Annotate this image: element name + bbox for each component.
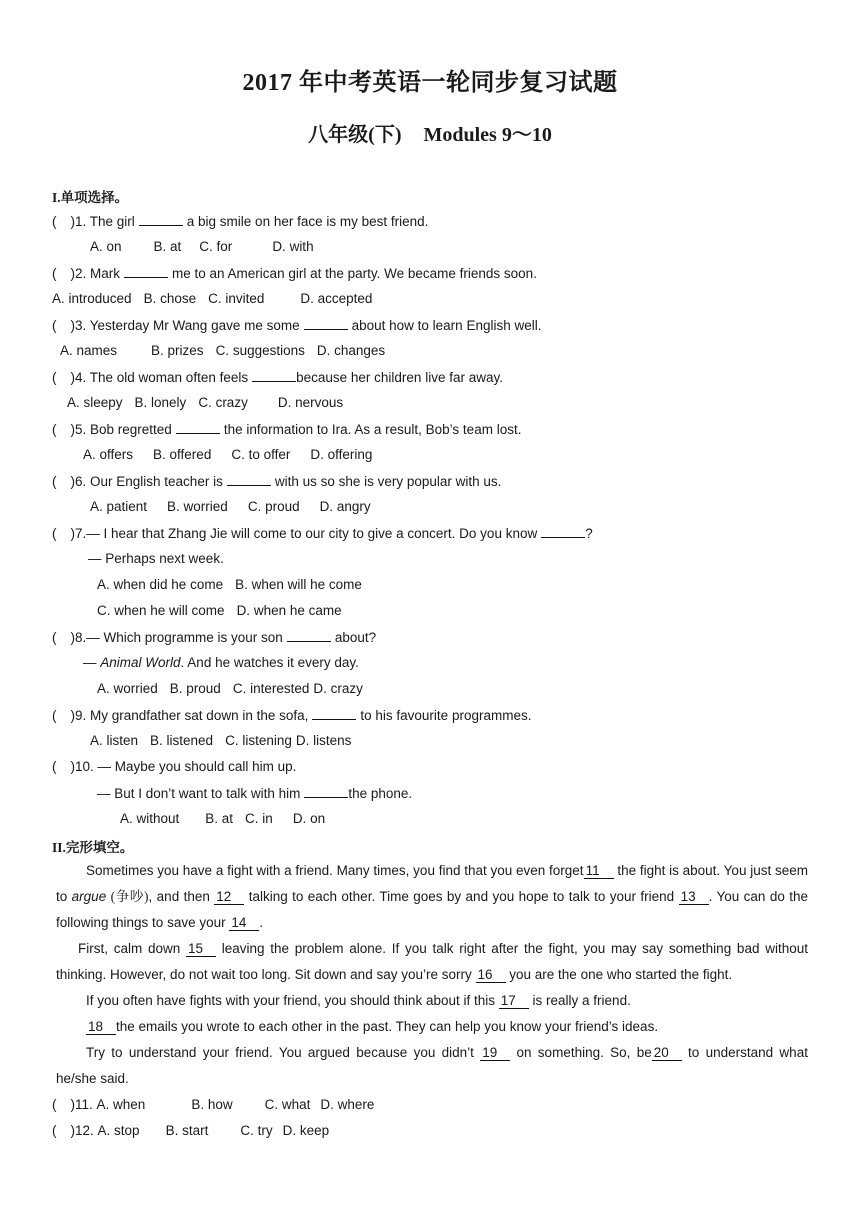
question-text: to his favourite programmes. bbox=[360, 708, 532, 723]
reply-text: the phone. bbox=[348, 786, 413, 801]
cloze-paragraph-1 bbox=[56, 858, 808, 936]
question-text: me to an American girl at the party. We became friends soon. bbox=[172, 266, 537, 281]
page-subtitle bbox=[0, 118, 860, 147]
option[interactable]: A. listen bbox=[90, 733, 139, 748]
answer-paren: ( bbox=[52, 630, 57, 645]
answer-paren: ( bbox=[52, 370, 57, 385]
cloze-text: First, calm down bbox=[78, 941, 181, 956]
question-6 bbox=[52, 472, 501, 491]
question-text: about? bbox=[334, 630, 377, 645]
option[interactable]: B. chose bbox=[143, 291, 197, 306]
answer-blank[interactable] bbox=[139, 212, 183, 226]
question-10 bbox=[52, 758, 296, 776]
question-2-options bbox=[52, 290, 384, 308]
question-text: )2. Mark bbox=[70, 266, 121, 281]
option[interactable]: D. with bbox=[272, 239, 314, 254]
question-1 bbox=[52, 212, 428, 231]
option[interactable]: B. at bbox=[205, 811, 234, 826]
option[interactable]: D. offering bbox=[310, 447, 373, 462]
option[interactable]: B. lonely bbox=[134, 395, 187, 410]
option[interactable]: A. stop bbox=[97, 1123, 140, 1138]
dash: — bbox=[83, 655, 97, 670]
cloze-text: Try to understand your friend. You argued because you didn’t bbox=[86, 1045, 474, 1060]
cloze-blank-20[interactable]: 20 bbox=[652, 1045, 682, 1061]
question-text: )5. Bob regretted bbox=[70, 422, 172, 437]
question-1-options bbox=[90, 238, 326, 256]
option[interactable]: C. interested bbox=[232, 681, 310, 696]
section-1-heading: I.单项选择。 bbox=[52, 190, 129, 205]
option[interactable]: C. for bbox=[199, 239, 233, 254]
section-2-heading: II.完形填空。 bbox=[52, 840, 134, 855]
cloze-blank-12[interactable]: 12 bbox=[214, 889, 244, 905]
question-text: about how to learn English well. bbox=[351, 318, 542, 333]
answer-paren: ( bbox=[52, 474, 57, 489]
question-number: )12. bbox=[70, 1123, 94, 1138]
cloze-text: you are the one who started the fight. bbox=[509, 967, 733, 982]
option[interactable]: C. when he will come bbox=[97, 603, 225, 618]
option[interactable]: C. listening bbox=[225, 733, 292, 748]
option[interactable]: D. keep bbox=[282, 1123, 330, 1138]
cloze-blank-13[interactable]: 13 bbox=[679, 889, 709, 905]
question-8-reply bbox=[83, 654, 359, 672]
question-text: )8.— Which programme is your son bbox=[70, 630, 283, 645]
reply-text: — But I don’t want to talk with him bbox=[97, 786, 301, 801]
option[interactable]: A. sleepy bbox=[67, 395, 123, 410]
option[interactable]: C. what bbox=[264, 1097, 311, 1112]
option[interactable]: C. crazy bbox=[198, 395, 248, 410]
question-text: because her children live far away. bbox=[296, 370, 503, 385]
option[interactable]: B. listened bbox=[150, 733, 214, 748]
cloze-text: the fight is about. You just seem to bbox=[56, 863, 808, 904]
cloze-blank-14[interactable]: 14 bbox=[229, 915, 259, 931]
cloze-paragraph-3 bbox=[56, 988, 808, 1014]
option[interactable]: A. without bbox=[120, 811, 180, 826]
option[interactable]: C. invited bbox=[208, 291, 265, 306]
option[interactable]: D. changes bbox=[316, 343, 386, 358]
cloze-text: , and then bbox=[148, 889, 210, 904]
cloze-gloss: (争吵) bbox=[110, 889, 149, 904]
question-2 bbox=[52, 264, 537, 283]
cloze-keyword: argue bbox=[71, 889, 107, 904]
option[interactable]: D. on bbox=[292, 811, 326, 826]
question-4-options bbox=[67, 394, 355, 412]
answer-blank[interactable] bbox=[287, 628, 331, 642]
answer-blank[interactable] bbox=[124, 264, 168, 278]
answer-paren: ( bbox=[52, 526, 57, 541]
option[interactable]: A. names bbox=[60, 343, 118, 358]
cloze-text: . bbox=[259, 915, 264, 930]
option[interactable]: A. introduced bbox=[52, 291, 132, 306]
subtitle-grade: 八年级(下) bbox=[308, 124, 402, 146]
answer-blank[interactable] bbox=[227, 472, 271, 486]
option[interactable]: B. worried bbox=[167, 499, 228, 514]
question-text: )6. Our English teacher is bbox=[70, 474, 223, 489]
question-text: the information to Ira. As a result, Bob’s team lost. bbox=[223, 422, 522, 437]
question-7-options-a bbox=[97, 576, 374, 594]
option[interactable]: A. when did he come bbox=[97, 577, 224, 592]
question-10-reply bbox=[97, 784, 412, 803]
option[interactable]: D. when he came bbox=[236, 603, 342, 618]
cloze-blank-17[interactable]: 17 bbox=[499, 993, 529, 1009]
option[interactable]: A. on bbox=[90, 239, 122, 254]
answer-blank[interactable] bbox=[312, 706, 356, 720]
option[interactable]: C. proud bbox=[247, 499, 300, 514]
option[interactable]: A. offers bbox=[83, 447, 134, 462]
option[interactable]: D. angry bbox=[319, 499, 371, 514]
cloze-text: . You can do the following things to save your bbox=[56, 889, 808, 930]
answer-blank[interactable] bbox=[541, 524, 585, 538]
cloze-blank-19[interactable]: 19 bbox=[480, 1045, 510, 1061]
cloze-text: the emails you wrote to each other in the past. They can help you know your friend’s ideas. bbox=[116, 1019, 659, 1034]
question-6-options bbox=[90, 498, 383, 516]
answer-paren: ( bbox=[52, 759, 57, 774]
question-text: )9. My grandfather sat down in the sofa, bbox=[70, 708, 309, 723]
question-text: with us so she is very popular with us. bbox=[274, 474, 502, 489]
cloze-text: to understand what he/she said. bbox=[56, 1045, 808, 1086]
question-3-options bbox=[60, 342, 397, 360]
option[interactable]: D. listens bbox=[295, 733, 352, 748]
question-5 bbox=[52, 420, 521, 439]
question-4 bbox=[52, 368, 503, 387]
question-9 bbox=[52, 706, 531, 725]
option[interactable]: D. nervous bbox=[277, 395, 344, 410]
cloze-blank-15[interactable]: 15 bbox=[186, 941, 216, 957]
question-5-options bbox=[83, 446, 384, 464]
cloze-paragraph-2 bbox=[56, 936, 808, 988]
answer-paren: ( bbox=[52, 1123, 57, 1138]
question-9-options bbox=[90, 732, 363, 750]
answer-paren: ( bbox=[52, 266, 57, 281]
answer-blank[interactable] bbox=[304, 316, 348, 330]
question-3 bbox=[52, 316, 541, 335]
question-number: )11. bbox=[70, 1097, 93, 1112]
cloze-text: on something. So, be bbox=[516, 1045, 652, 1060]
option[interactable]: D. where bbox=[320, 1097, 375, 1112]
cloze-text: talking to each other. Time goes by and you hope to talk to your friend bbox=[248, 889, 675, 904]
option[interactable]: A. patient bbox=[90, 499, 148, 514]
option[interactable]: C. suggestions bbox=[215, 343, 305, 358]
option[interactable]: B. offered bbox=[153, 447, 212, 462]
option[interactable]: C. try bbox=[240, 1123, 273, 1138]
question-8-options bbox=[97, 680, 375, 698]
subtitle-modules: Modules 9～10 bbox=[423, 124, 552, 146]
cloze-text: is really a friend. bbox=[532, 993, 631, 1008]
cloze-paragraph-4 bbox=[56, 1014, 808, 1040]
option[interactable]: D. accepted bbox=[300, 291, 373, 306]
option[interactable]: B. at bbox=[153, 239, 182, 254]
option[interactable]: B. prizes bbox=[151, 343, 204, 358]
answer-paren: ( bbox=[52, 422, 57, 437]
answer-paren: ( bbox=[52, 708, 57, 723]
cloze-blank-16[interactable]: 16 bbox=[476, 967, 506, 983]
option[interactable]: C. to offer bbox=[231, 447, 291, 462]
question-text: )4. The old woman often feels bbox=[70, 370, 249, 385]
option[interactable]: B. start bbox=[165, 1123, 209, 1138]
answer-blank[interactable] bbox=[252, 368, 296, 382]
question-12 bbox=[52, 1122, 341, 1140]
cloze-text: If you often have fights with your friend, you should think about if this bbox=[86, 993, 495, 1008]
cloze-blank-11[interactable]: 11 bbox=[584, 863, 614, 879]
cloze-text: leaving the problem alone. If you talk right after the fight, you may say something bad without thinking. However, do not wait too long. Sit down and say you’re sorry bbox=[56, 941, 808, 982]
answer-blank[interactable] bbox=[176, 420, 220, 434]
option[interactable]: C. in bbox=[245, 811, 273, 826]
option[interactable]: A. worried bbox=[97, 681, 158, 696]
question-11 bbox=[52, 1096, 386, 1114]
cloze-blank-18[interactable]: 18 bbox=[86, 1019, 116, 1035]
option[interactable]: A. when bbox=[96, 1097, 146, 1112]
cloze-paragraph-5 bbox=[56, 1040, 808, 1092]
reply-text: . And he watches it every day. bbox=[180, 655, 359, 670]
option[interactable]: D. crazy bbox=[313, 681, 363, 696]
page-title: 2017 年中考英语一轮同步复习试题 bbox=[242, 70, 618, 96]
option[interactable]: B. proud bbox=[169, 681, 221, 696]
answer-paren: ( bbox=[52, 214, 57, 229]
programme-name: Animal World bbox=[100, 655, 181, 670]
question-text: )7.— I hear that Zhang Jie will come to our city to give a concert. Do you know bbox=[70, 526, 538, 541]
question-7-reply: — Perhaps next week. bbox=[88, 551, 224, 566]
question-10-options bbox=[120, 810, 337, 828]
answer-paren: ( bbox=[52, 1097, 57, 1112]
question-7 bbox=[52, 524, 593, 543]
question-7-options-b bbox=[97, 602, 354, 620]
question-text: )10. — Maybe you should call him up. bbox=[70, 759, 297, 774]
option[interactable]: B. how bbox=[191, 1097, 233, 1112]
question-text: a big smile on her face is my best friend. bbox=[186, 214, 429, 229]
question-8 bbox=[52, 628, 376, 647]
answer-blank[interactable] bbox=[304, 784, 348, 798]
answer-paren: ( bbox=[52, 318, 57, 333]
option[interactable]: B. when will he come bbox=[235, 577, 362, 592]
cloze-text: Sometimes you have a fight with a friend. Many times, you find that you even forget bbox=[86, 863, 584, 878]
question-text: )1. The girl bbox=[70, 214, 135, 229]
question-text: )3. Yesterday Mr Wang gave me some bbox=[70, 318, 300, 333]
question-text: ? bbox=[585, 526, 593, 541]
